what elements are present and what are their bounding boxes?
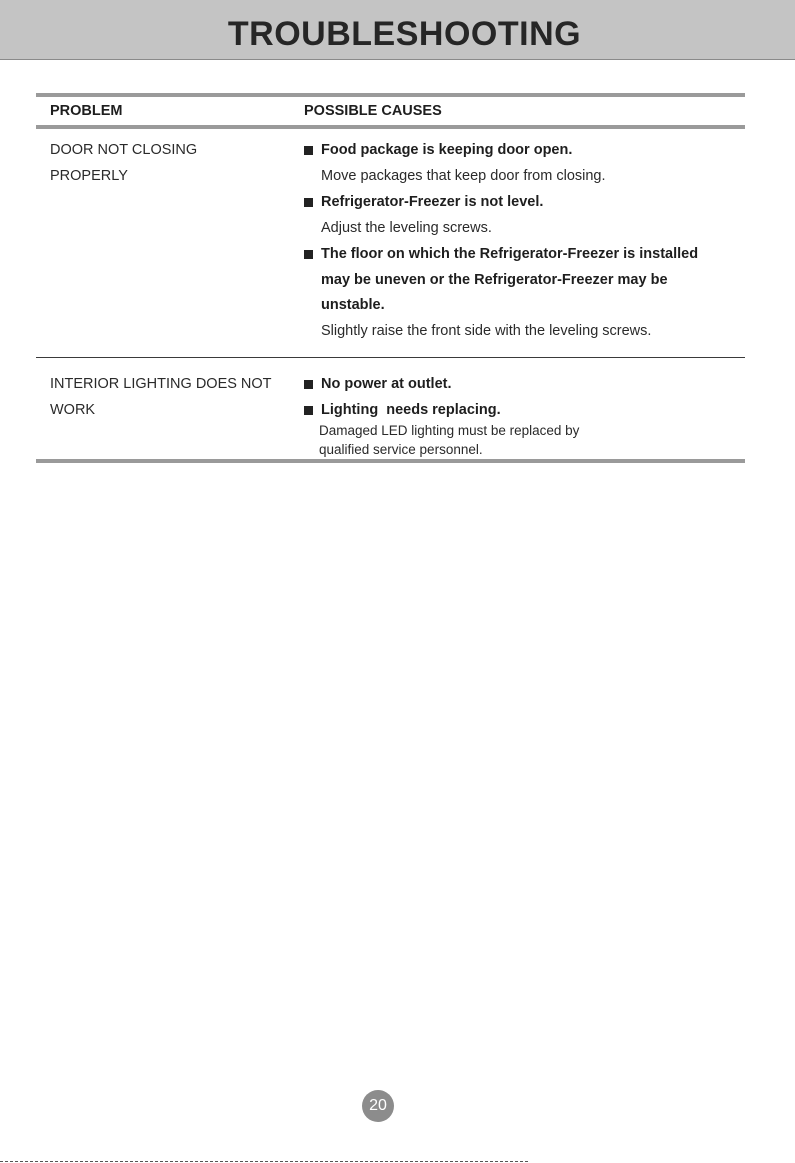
cause-title: No power at outlet. [321,376,452,392]
cause-title: may be uneven or the Refrigerator-Freezer may be [321,272,668,288]
cause-remedy: Slightly raise the front side with the leveling screws. [321,323,652,339]
bullet-square-icon [304,250,313,259]
page-title: TROUBLESHOOTING [227,15,582,53]
cause-remedy: Adjust the leveling screws. [321,220,492,236]
problem-column-header: PROBLEM [50,103,123,119]
problem-text: WORK [50,402,96,418]
table-top-rule [36,93,745,97]
bottom-dashed-line [0,1161,528,1162]
cause-remedy: qualified service personnel. [319,442,483,457]
cause-title: Food package is keeping door open. [321,142,573,158]
cause-title: unstable. [321,297,385,313]
problem-text: PROPERLY [50,168,128,184]
row-divider [36,357,745,358]
bullet-square-icon [304,380,313,389]
problem-text: DOOR NOT CLOSING [50,142,198,158]
cause-remedy: Move packages that keep door from closing. [321,168,606,184]
cause-title: The floor on which the Refrigerator-Freezer is installed [321,246,699,262]
cause-remedy: Damaged LED lighting must be replaced by [319,423,580,438]
table-bottom-rule [36,459,745,463]
bullet-square-icon [304,198,313,207]
problem-text: INTERIOR LIGHTING DOES NOT [50,376,272,392]
cause-title: Lighting needs replacing. [321,402,501,418]
page-number-badge: 20 [362,1090,394,1122]
bullet-square-icon [304,146,313,155]
table-header-rule [36,125,745,129]
causes-column-header: POSSIBLE CAUSES [304,103,442,119]
bullet-square-icon [304,406,313,415]
cause-title: Refrigerator-Freezer is not level. [321,194,544,210]
